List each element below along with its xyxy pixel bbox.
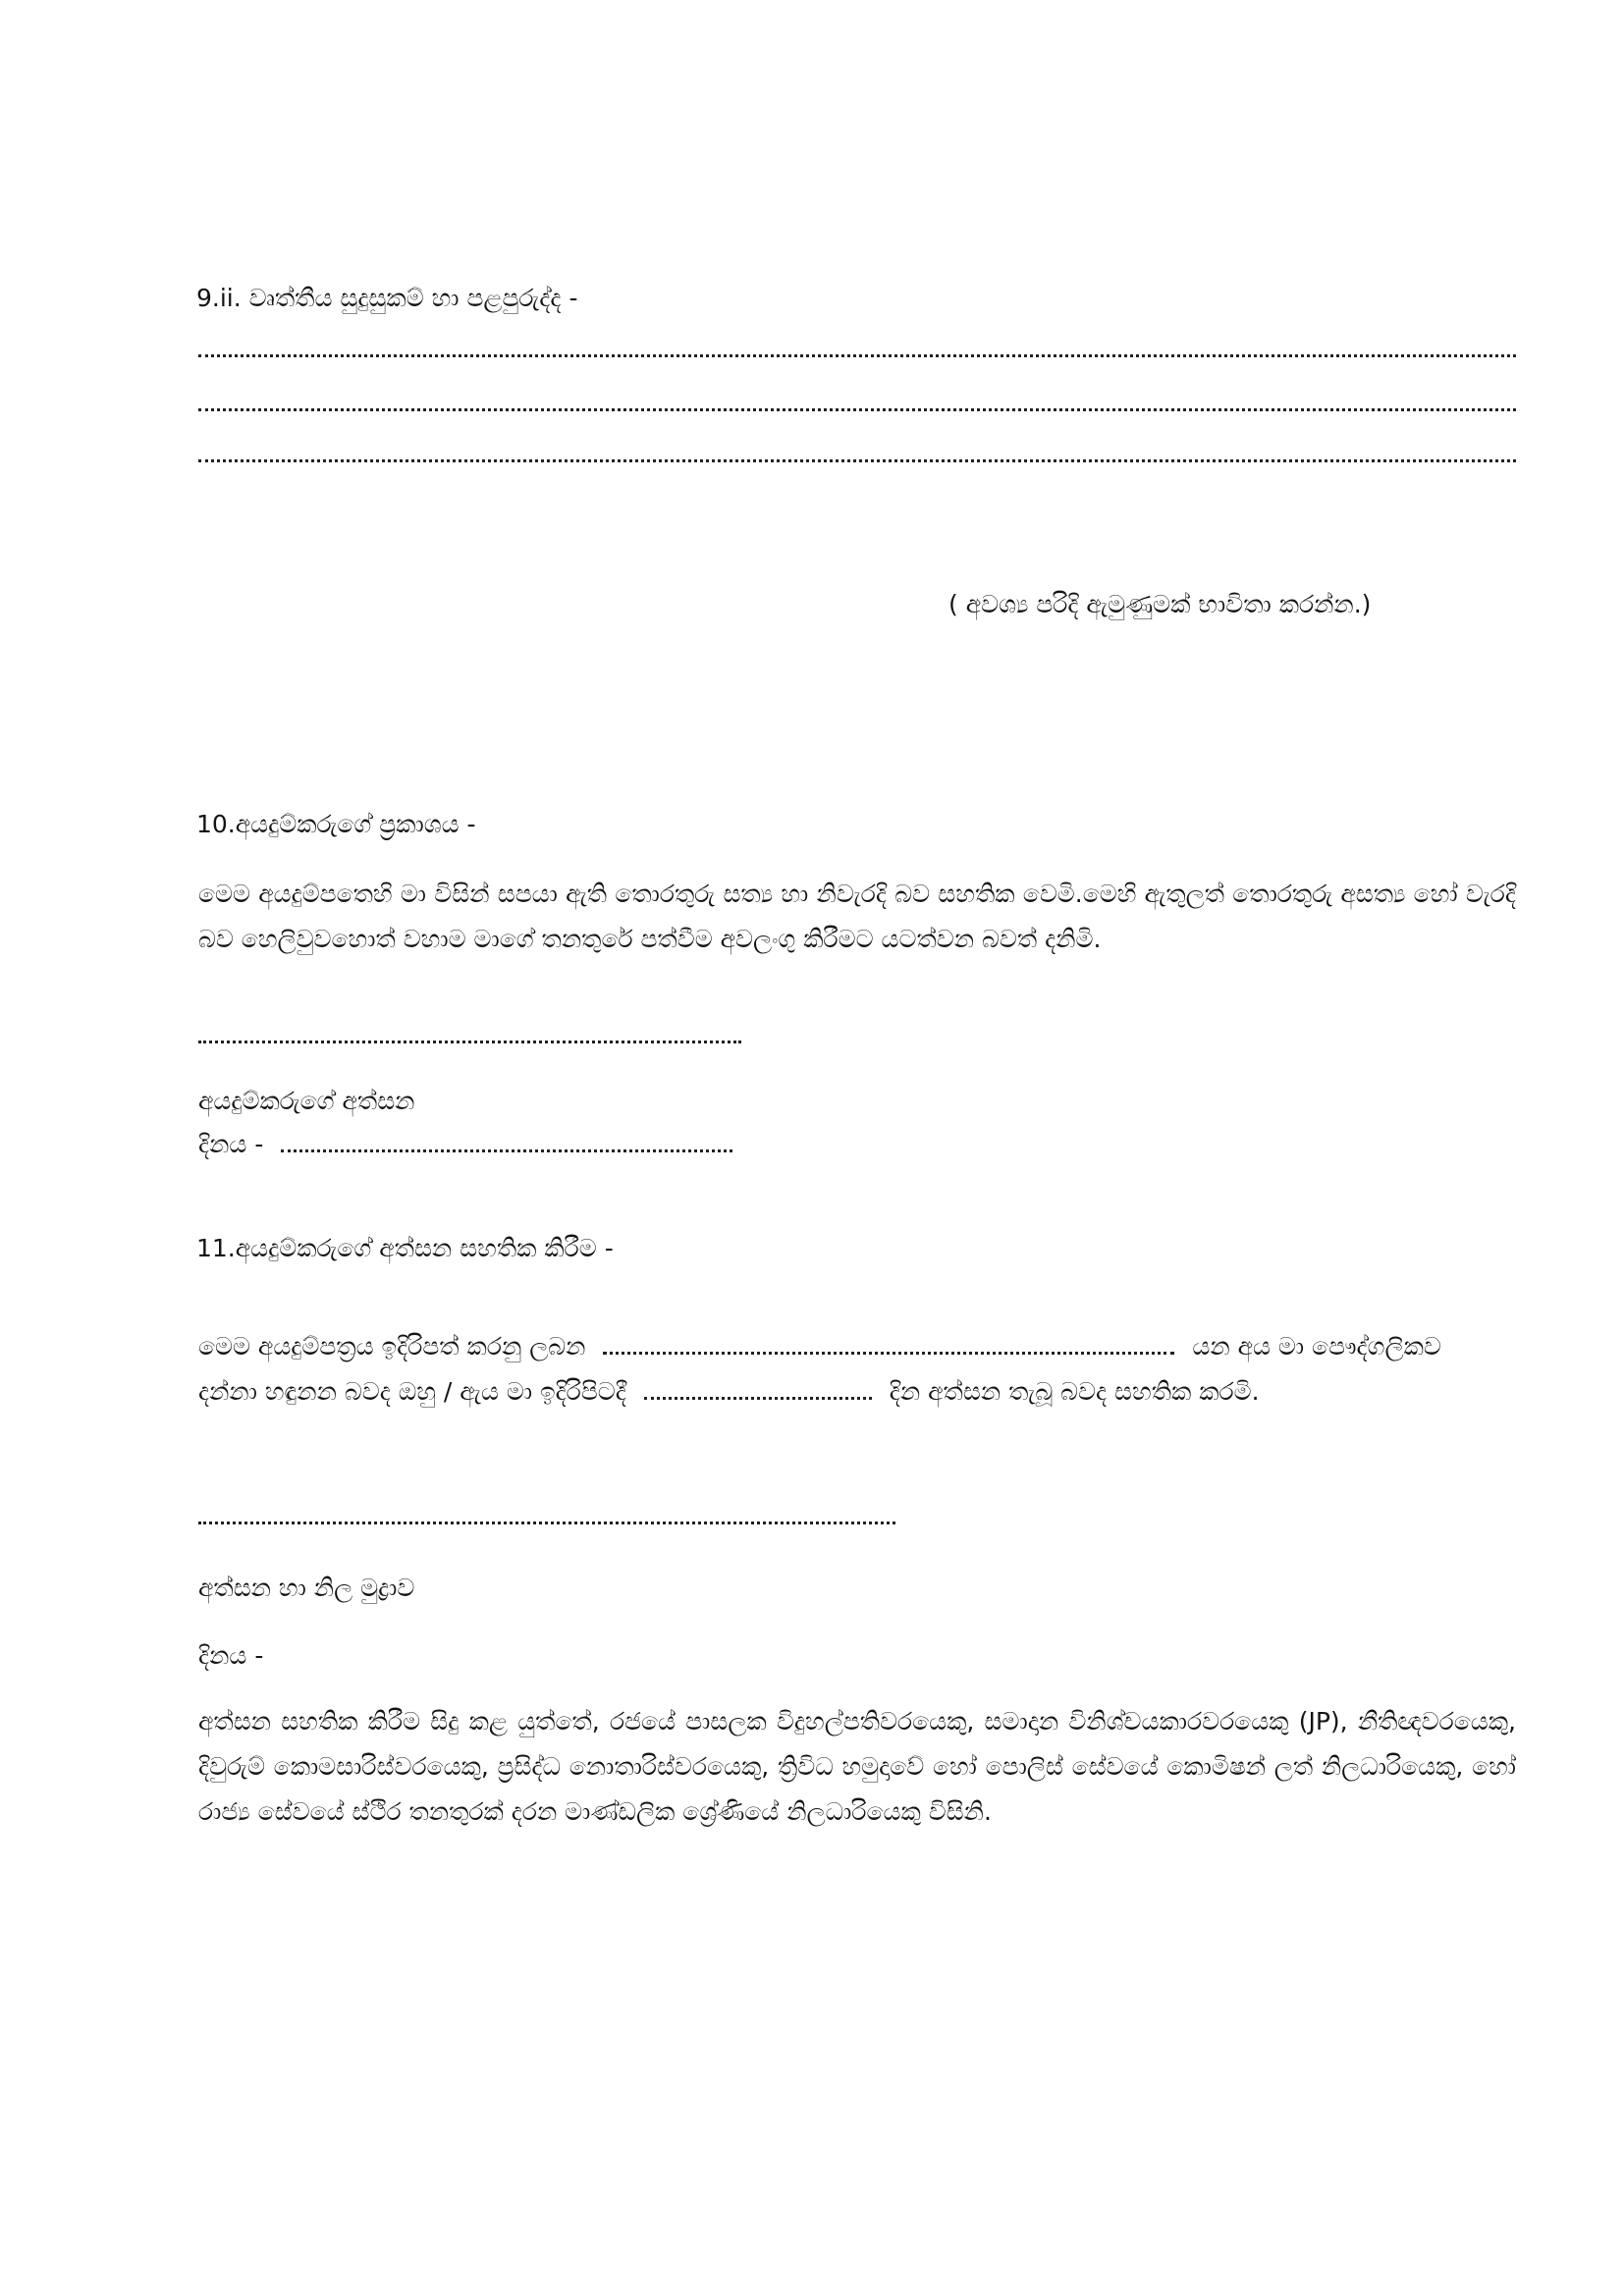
authorized-certifiers-text: අත්සන සහතික කිරීම සිදු කළ යුත්තේ, රජයේ පාසලක විදුහල්පතිවරයෙකු, සමාදාන විනිශ්චයකාරවරයෙකු (JP), නීතිඥවරයෙකු, දිවුරුම් කොමසාරිස්වරයෙකු, ප්‍රසිද්ධ නොතාරිස්වරයෙකු, ත්‍රිවිධ හමුදාවේ හෝ පොලිස් සේවයේ කොමිෂන් ලත් නිලධාරියෙකු, හෝ රාජ්‍ය සේවයේ ස්ථිර තනතුරක් දරන මාණ්ඩලික ශ්‍රේණියේ නිලධාරියෙකු විසිනි.: [198, 1707, 1516, 1826]
applicant-signature-line[interactable]: [198, 1041, 741, 1043]
attachment-note: ( අවශ්‍ය පරිදි ඇමුණුමක් භාවිතා කරන්න.): [948, 590, 1372, 618]
certification-text-4: දින අත්සන තැබූ බවද සහතික කරමි.: [889, 1377, 1260, 1406]
applicant-name-field[interactable]: [603, 1332, 1174, 1355]
applicant-date-row: [198, 1130, 742, 1159]
applicant-date-field[interactable]: [281, 1130, 732, 1152]
certifier-signature-line[interactable]: [198, 1522, 895, 1524]
applicant-signature-label: අයදුම්කරුගේ අත්සන: [198, 1087, 415, 1115]
certification-text-3: දන්නා හඳුනන බවද ඔහු / ඇය මා ඉදිරිපිටදී: [198, 1377, 626, 1406]
certification-text-1: මෙම අයදුම්පත්‍රය ඉදිරිපත් කරනු ලබන: [198, 1332, 586, 1361]
certification-text-2: යන අය මා පෞද්ගලිකව: [1192, 1332, 1441, 1361]
certifier-seal-label: අත්සන හා නිල මුද්‍රාව: [198, 1574, 415, 1602]
signing-date-field[interactable]: [644, 1377, 872, 1400]
section-9-heading: 9.ii. වෘත්තීය සුදුසුකම් හා පළපුරුද්ද -: [196, 284, 578, 312]
section-11-heading: 11.අයදුම්කරුගේ අත්සන සහතික කිරීම -: [196, 1234, 614, 1262]
applicant-date-label: දිනය -: [198, 1130, 264, 1158]
experience-line-3[interactable]: [198, 459, 1516, 462]
section-10-heading: 10.අයදුම්කරුගේ ප්‍රකාශය -: [196, 810, 476, 838]
experience-line-2[interactable]: [198, 408, 1516, 411]
certifier-date-label: දිනය -: [198, 1641, 264, 1670]
certification-line-2: [198, 1377, 1260, 1407]
experience-line-1[interactable]: [198, 354, 1516, 357]
declaration-text: මෙම අයදුම්පතෙහි මා විසින් සපයා ඇති තොරතුරු සත්‍ය හා නිවැරදි බව සහතික වෙමි.මෙහි ඇතුලත් තොරතුරු අසත්‍ය හෝ වැරදි බව හෙලිවුවහොත් වහාම මාගේ තනතුරේ පත්වීම අවලංගු කිරීමට යටත්වන බවත් දනිමි.: [198, 880, 1516, 953]
certification-line-1: [198, 1332, 1441, 1362]
